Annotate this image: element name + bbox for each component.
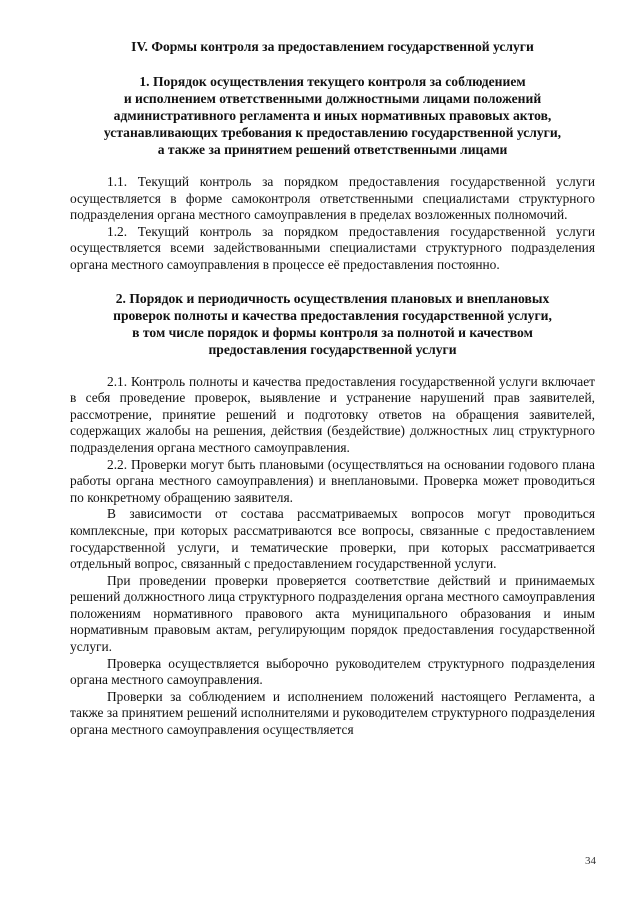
document-body — [70, 38, 595, 739]
subsection-1-title-line: 1. Порядок осуществления текущего контроля за соблюдением — [139, 74, 526, 89]
subsection-1-title-line: а также за принятием решений ответственными лицами — [157, 142, 508, 157]
spacer — [70, 274, 595, 290]
paragraph-2-4: При проведении проверки проверяется соответствие действий и принимаемых решений должностного лица структурного подразделения органа местного самоуправления положениям нормативного правового акта муниципального образования и иным нормативным правовым актам, регулирующим порядок предоставления государственной услуги. — [70, 572, 595, 655]
section-title: IV. Формы контроля за предоставлением государственной услуги — [131, 39, 534, 54]
subsection-2-title-line: в том числе порядок и формы контроля за полнотой и качеством — [132, 324, 533, 340]
paragraph-2-6: Проверки за соблюдением и исполнением положений настоящего Регламента, а также за принятием решений исполнителями и руководителем структурного подразделения органа местного самоуправления осуществляется — [70, 688, 595, 738]
page-number: 34 — [585, 855, 596, 867]
subsection-2-title-line: 2. Порядок и периодичность осуществления плановых и внеплановых — [115, 290, 550, 306]
paragraph-2-2: 2.2. Проверки могут быть плановыми (осуществляться на основании годового плана работы органа местного самоуправления) и внеплановыми. Проверка может проводиться по конкретному обращению заявителя. — [70, 456, 595, 505]
paragraph-2-3: В зависимости от состава рассматриваемых вопросов могут проводиться комплексные, при которых рассматриваются все вопросы, связанные с предоставлением государственной услуги, и тематические проверки, при которых рассматривается отдельный вопрос, связанный с предоставлением государственной услуги. — [70, 506, 595, 572]
paragraph-1-2: 1.2. Текущий контроль за порядком предоставления государственной услуги осуществляется всеми задействованными специалистами структурного подразделения органа местного самоуправления в процессе её предоставления постоянно. — [70, 223, 595, 272]
subsection-1-title-line: устанавливающих требования к предоставлению государственной услуги, — [103, 125, 562, 140]
subsection-2-title-line: проверок полноты и качества предоставления государственной услуги, — [113, 307, 552, 323]
subsection-1-title — [70, 73, 595, 158]
subsection-1-title-line: административного регламента и иных нормативных правовых актов, — [113, 108, 552, 123]
paragraph-1-1: 1.1. Текущий контроль за порядком предоставления государственной услуги осуществляется в форме самоконтроля ответственными специалистами структурного подразделения органа местного самоуправления в пределах возложенных полномочий. — [70, 174, 595, 223]
subsection-1-title-line: и исполнением ответственными должностными лицами положений — [123, 91, 542, 106]
subsection-2-title-line: предоставления государственной услуги — [208, 341, 457, 357]
subsection-2-title — [70, 290, 595, 358]
paragraph-2-5: Проверка осуществляется выборочно руководителем структурного подразделения органа местного самоуправления. — [70, 655, 595, 688]
paragraph-2-1: 2.1. Контроль полноты и качества предоставления государственной услуги включает в себя проведение проверок, выявление и устранение нарушений прав заявителей, рассмотрение, принятие решений и подготовку ответов на обращения заявителей, содержащих жалобы на решения, действия (бездействие) должностных лиц структурного подразделения органа местного самоуправления. — [70, 373, 595, 455]
